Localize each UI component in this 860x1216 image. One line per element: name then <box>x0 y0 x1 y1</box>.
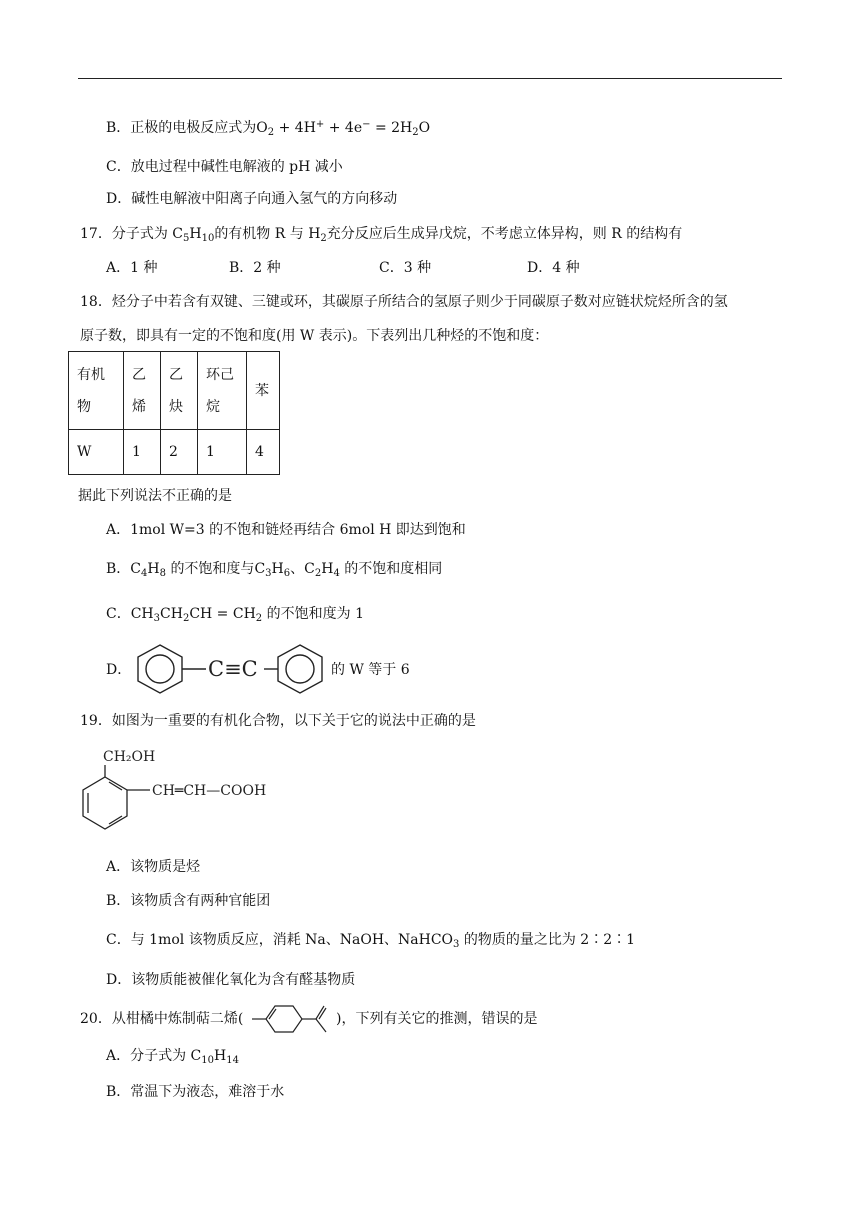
q16-option-d: D．碱性电解液中阳离子向通入氢气的方向移动 <box>106 191 398 207</box>
q18-option-c-part: C． <box>106 606 131 622</box>
table-header-line: 物 <box>77 398 91 415</box>
q17-option-b: B．2 种 <box>229 260 281 276</box>
q17-stem-part: H <box>189 226 202 242</box>
q20-option-a-part: H <box>214 1048 227 1064</box>
q19-option-c-part: 的物质的量之比为 2∶2∶1 <box>463 932 636 948</box>
q18-option-d-text: 的 W 等于 6 <box>331 662 410 678</box>
q20-sub: 10 <box>201 1055 215 1066</box>
diphenylacetylene-structure <box>133 641 328 697</box>
q18-stem-line2: 原子数，即具有一定的不饱和度(用 W 表示)。下表列出几种烃的不饱和度： <box>80 328 549 344</box>
q18-lead: 据此下列说法不正确的是 <box>78 488 232 504</box>
table-header-cell <box>124 352 161 430</box>
unsaturation-table <box>68 351 280 475</box>
q19-option-c: C．与 1mol 该物质反应，消耗 Na、NaOH、NaHCO$_3$ 的物质的量之比为 2∶2∶1 <box>106 932 636 950</box>
q19-option-c-part: C．与 1mol 该物质反应，消耗 Na、NaOH、 <box>106 932 399 948</box>
q20-sub: 14 <box>226 1055 239 1066</box>
struct-chain-label: CH═CH—COOH <box>152 783 267 799</box>
q16-option-c: C．放电过程中碱性电解液的 pH 减小 <box>106 159 343 175</box>
table-header-cell <box>198 352 247 430</box>
q17-stem <box>80 224 682 244</box>
table-header-line: 有机 <box>77 366 105 383</box>
q19-option-b: B．该物质含有两种官能团 <box>106 893 271 909</box>
q17-stem-part: 17．分子式为 C <box>80 226 183 242</box>
q18-option-b-part: 的不饱和度相同 <box>344 561 443 577</box>
q17-stem-part: 充分反应后生成异戊烷，不考虑立体异构，则 R 的结构有 <box>326 226 683 242</box>
table-cell: W <box>69 430 124 475</box>
q17-option-c: C．3 种 <box>379 260 432 276</box>
q20-option-a <box>106 1046 239 1066</box>
table-header-line: 炔 <box>169 398 183 415</box>
table-header-line: 乙 <box>132 366 146 383</box>
q17-option-a: A．1 种 <box>106 260 158 276</box>
q17-stem-part: 的有机物 R 与 H <box>214 226 321 242</box>
q17-sub: 5 <box>182 233 190 244</box>
q19-option-a: A．该物质是烃 <box>106 859 201 875</box>
q18-option-c-part: 的不饱和度为 1 <box>266 606 364 622</box>
table-header-cell <box>161 352 198 430</box>
q16-option-b <box>106 118 430 138</box>
header-rule <box>78 78 782 79</box>
svg-text:C≡C: C≡C <box>208 657 258 681</box>
q20-stem-a: 20．从柑橘中炼制萜二烯( <box>80 1011 244 1027</box>
q20-stem-b: )，下列有关它的推测，错误的是 <box>336 1011 538 1027</box>
table-cell: 1 <box>198 430 247 475</box>
table-header-line: 烯 <box>132 398 146 415</box>
q18-option-b-part: 的不饱和度与 <box>170 561 255 577</box>
q20-option-a-part: A．分子式为 C <box>106 1048 202 1064</box>
q18-option-b-part: B． <box>106 561 131 577</box>
table-cell: 4 <box>247 430 280 475</box>
q20-option-b: B．常温下为液态，难溶于水 <box>106 1084 285 1100</box>
q17-sub: 10 <box>201 233 215 244</box>
limonene-structure <box>250 1001 335 1037</box>
q18-option-c: C．$CH_3CH_2CH = CH_2$ 的不饱和度为 1 <box>106 606 364 624</box>
q18-option-b: B．$C_4H_8$ 的不饱和度与$C_3H_6$、$C_2H_4$ 的不饱和度相同 <box>106 561 443 579</box>
table-header-line: 烷 <box>206 398 220 415</box>
struct-top-label: CH₂OH <box>103 749 156 765</box>
q19-stem: 19．如图为一重要的有机化合物，以下关于它的说法中正确的是 <box>80 713 476 729</box>
table-header-line: 环己 <box>206 366 234 383</box>
q16-option-b-text: B．正极的电极反应式为 <box>106 120 257 136</box>
q17-sub: 2 <box>320 233 327 244</box>
q17-option-d: D．4 种 <box>527 260 580 276</box>
q18-stem-line1: 18．烃分子中若含有双键、三键或环，其碳原子所结合的氢原子则少于同碳原子数对应链状烷烃所含的氢 <box>80 294 728 310</box>
table-cell: 2 <box>161 430 198 475</box>
cinnamic-acid-structure <box>78 745 288 840</box>
table-header-cell <box>69 352 124 430</box>
q18-option-b-part: 、 <box>290 561 305 577</box>
table-header-line: 乙 <box>169 366 183 383</box>
q16-option-b-equation: $O_2 + 4H^+ + 4e^- = 2H_2O$ <box>256 119 431 138</box>
table-header-cell: 苯 <box>247 352 280 430</box>
q18-option-a: A．1mol W=3 的不饱和链烃再结合 6mol H 即达到饱和 <box>106 522 466 538</box>
q18-option-d-label: D． <box>106 662 132 678</box>
table-cell: 1 <box>124 430 161 475</box>
q19-option-d: D．该物质能被催化氧化为含有醛基物质 <box>106 972 356 988</box>
